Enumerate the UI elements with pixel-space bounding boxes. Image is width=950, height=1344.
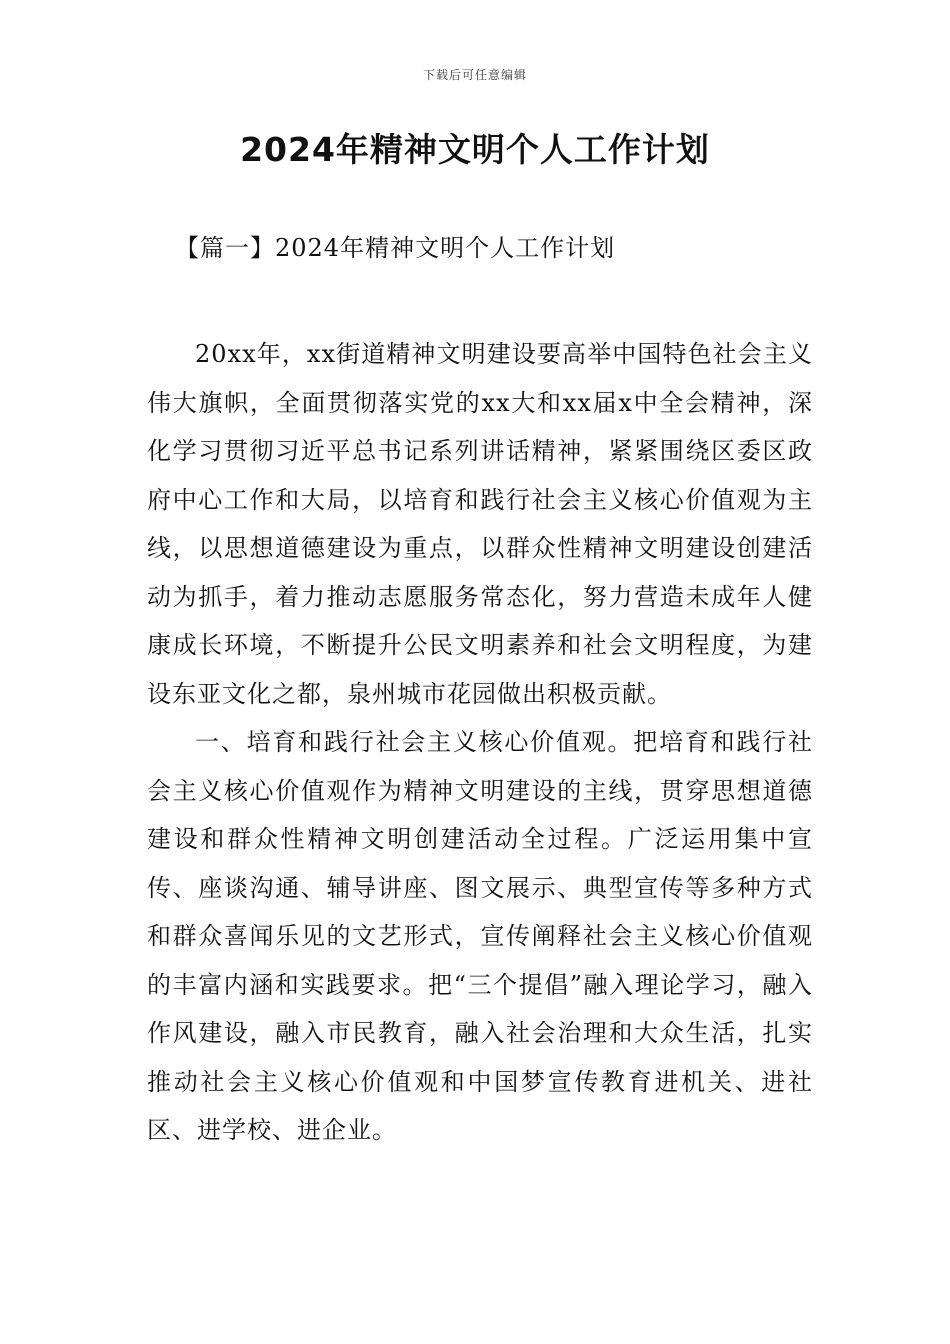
document-title: 2024年精神文明个人工作计划 <box>240 130 710 169</box>
section-heading: 【篇一】2024年精神文明个人工作计划 <box>175 234 616 262</box>
paragraph-intro: 20xx年，xx街道精神文明建设要高举中国特色社会主义伟大旗帜，全面贯彻落实党的xx大和xx届x中全会精神，深化学习贯彻习近平总书记系列讲话精神，紧紧围绕区委区政府中心工作和大局，以培育和践行社会主义核心价值观为主线，以思想道德建设为重点，以群众性精神文明建设创建活动为抓手，着力推动志愿服务常态化，努力营造未成年人健康成长环境，不断提升公民文明素养和社会文明程度，为建设东亚文化之都，泉州城市花园做出积极贡献。 <box>147 340 813 708</box>
document-body <box>147 330 813 1155</box>
paragraph-core-values: 一、培育和践行社会主义核心价值观。把培育和践行社会主义核心价值观作为精神文明建设的主线，贯穿思想道德建设和群众性精神文明创建活动全过程。广泛运用集中宣传、座谈沟通、辅导讲座、图文展示、典型宣传等多种方式和群众喜闻乐见的文艺形式，宣传阐释社会主义核心价值观的丰富内涵和实践要求。把“三个提倡”融入理论学习，融入作风建设，融入市民教育，融入社会治理和大众生活，扎实推动社会主义核心价值观和中国梦宣传教育进机关、进社区、进学校、进企业。 <box>147 728 813 1144</box>
page-header-note: 下载后可任意编辑 <box>422 68 527 82</box>
